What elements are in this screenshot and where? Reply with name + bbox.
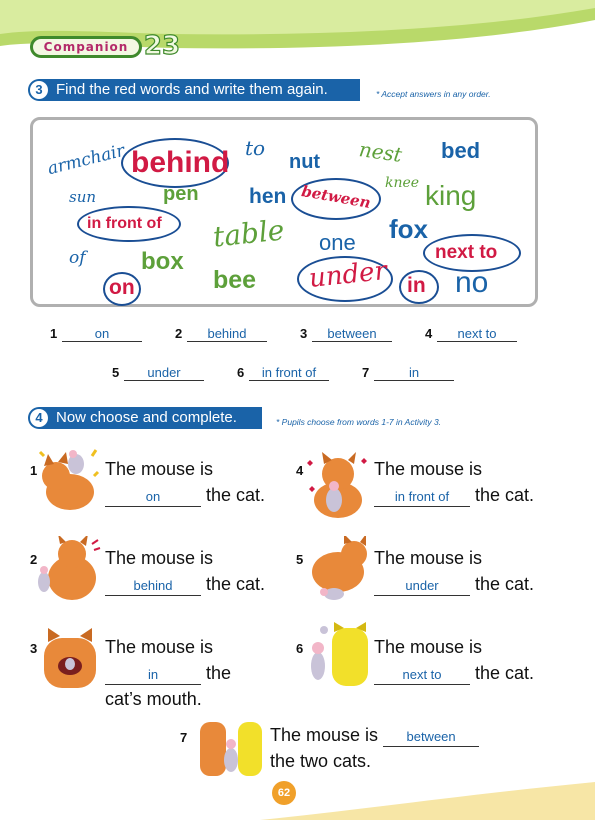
item-7-text — [270, 722, 479, 774]
item-5-after: the cat. — [475, 574, 535, 594]
answer-2 — [175, 326, 247, 341]
item-1-text — [105, 456, 265, 508]
answer-1-number: 1 — [50, 326, 58, 341]
item-3-line1: The mouse is — [105, 637, 214, 657]
item-3-answer[interactable]: in — [105, 666, 201, 685]
item-3-number: 3 — [30, 641, 38, 656]
word-nest: nest — [357, 137, 404, 167]
answer-3 — [300, 326, 377, 341]
item-4-line1: The mouse is — [374, 459, 483, 479]
word-knee: knee — [385, 175, 420, 191]
item-5-answer[interactable]: under — [374, 577, 470, 596]
footer-swoosh — [0, 770, 595, 820]
cat-mouse-under-illustration — [304, 536, 370, 602]
item-6-line1: The mouse is — [374, 637, 483, 657]
item-2-line1: The mouse is — [105, 548, 214, 568]
activity-4-number: 4 — [30, 409, 48, 427]
cat-mouse-in-front-of-illustration — [304, 450, 370, 520]
word-in: in — [407, 274, 426, 297]
word-box: box — [141, 248, 184, 275]
item-6-text — [374, 634, 534, 686]
activity-3-header — [28, 79, 360, 101]
item-2-answer[interactable]: behind — [105, 577, 201, 596]
word-nut: nut — [289, 151, 321, 173]
activity-4-header — [28, 407, 262, 429]
item-3-line3: cat’s mouth. — [105, 689, 202, 709]
item-1-line1: The mouse is — [105, 459, 214, 479]
answer-4-number: 4 — [425, 326, 433, 341]
answer-6 — [237, 365, 317, 380]
word-one: one — [319, 230, 356, 255]
cat-mouse-behind-illustration — [36, 536, 102, 602]
activity-3-instruction: Find the red words and write them again. — [56, 81, 328, 98]
answer-7 — [362, 365, 420, 380]
answer-5 — [112, 365, 181, 380]
answer-2-field[interactable]: behind — [187, 326, 267, 342]
item-5-line1: The mouse is — [374, 548, 483, 568]
cat-mouse-on-illustration — [36, 446, 102, 512]
word-armchair: armchair — [45, 140, 127, 180]
item-5-text — [374, 545, 534, 597]
answer-7-field[interactable]: in — [374, 365, 454, 381]
answer-5-field[interactable]: under — [124, 365, 204, 381]
answer-6-field[interactable]: in front of — [249, 365, 329, 381]
item-1-after: the cat. — [206, 485, 266, 505]
word-fox: fox — [389, 214, 428, 244]
word-sun: sun — [69, 188, 97, 206]
answer-4-field[interactable]: next to — [437, 326, 517, 342]
item-1-answer[interactable]: on — [105, 488, 201, 507]
item-7-line1: The mouse is — [270, 725, 379, 745]
item-7-number: 7 — [180, 730, 188, 745]
word-on: on — [109, 276, 135, 299]
word-of: of — [69, 248, 86, 268]
item-1-number: 1 — [30, 463, 38, 478]
word-in-front-of: in front of — [87, 215, 162, 232]
word-pen: pen — [163, 183, 199, 205]
activity-4-instruction: Now choose and complete. — [56, 409, 237, 426]
word-under: under — [307, 256, 389, 294]
item-7-line2: the two cats. — [270, 751, 372, 771]
unit-number: 23 — [143, 31, 181, 61]
answer-1-field[interactable]: on — [62, 326, 142, 342]
cat-mouse-next-to-illustration — [304, 622, 370, 690]
answer-5-number: 5 — [112, 365, 120, 380]
answer-3-number: 3 — [300, 326, 308, 341]
item-3-text — [105, 634, 231, 712]
answer-1 — [50, 326, 110, 341]
cat-mouse-in-illustration — [40, 628, 100, 690]
word-no: no — [455, 266, 489, 299]
item-6-after: the cat. — [475, 663, 535, 683]
companion-badge: Companion — [30, 36, 142, 58]
item-2-text — [105, 545, 265, 597]
page-number: 62 — [272, 781, 296, 805]
item-7-answer[interactable]: between — [383, 728, 479, 747]
word-table: table — [211, 213, 286, 254]
answer-3-field[interactable]: between — [312, 326, 392, 342]
item-6-answer[interactable]: next to — [374, 666, 470, 685]
word-next-to: next to — [435, 242, 498, 263]
item-4-after: the cat. — [475, 485, 535, 505]
answer-4 — [425, 326, 497, 341]
activity-4-note: * Pupils choose from words 1-7 in Activity 3. — [276, 417, 442, 427]
cat-mouse-between-illustration — [198, 716, 264, 778]
word-king: king — [425, 180, 477, 211]
word-search-box — [30, 117, 538, 307]
item-5-number: 5 — [296, 552, 304, 567]
word-bee: bee — [213, 266, 257, 294]
item-3-after: the — [206, 663, 232, 683]
item-6-number: 6 — [296, 641, 304, 656]
answer-2-number: 2 — [175, 326, 183, 341]
item-4-text — [374, 456, 534, 508]
word-bed: bed — [441, 138, 481, 163]
answer-6-number: 6 — [237, 365, 245, 380]
activity-3-note: * Accept answers in any order. — [376, 89, 491, 99]
header-swoosh — [0, 0, 595, 70]
item-4-answer[interactable]: in front of — [374, 488, 470, 507]
item-4-number: 4 — [296, 463, 304, 478]
word-between: between — [300, 182, 372, 212]
word-hen: hen — [249, 185, 287, 208]
activity-3-number: 3 — [30, 81, 48, 99]
item-2-number: 2 — [30, 552, 38, 567]
word-to: to — [245, 136, 266, 160]
answer-7-number: 7 — [362, 365, 370, 380]
item-2-after: the cat. — [206, 574, 266, 594]
word-behind: behind — [131, 146, 230, 179]
